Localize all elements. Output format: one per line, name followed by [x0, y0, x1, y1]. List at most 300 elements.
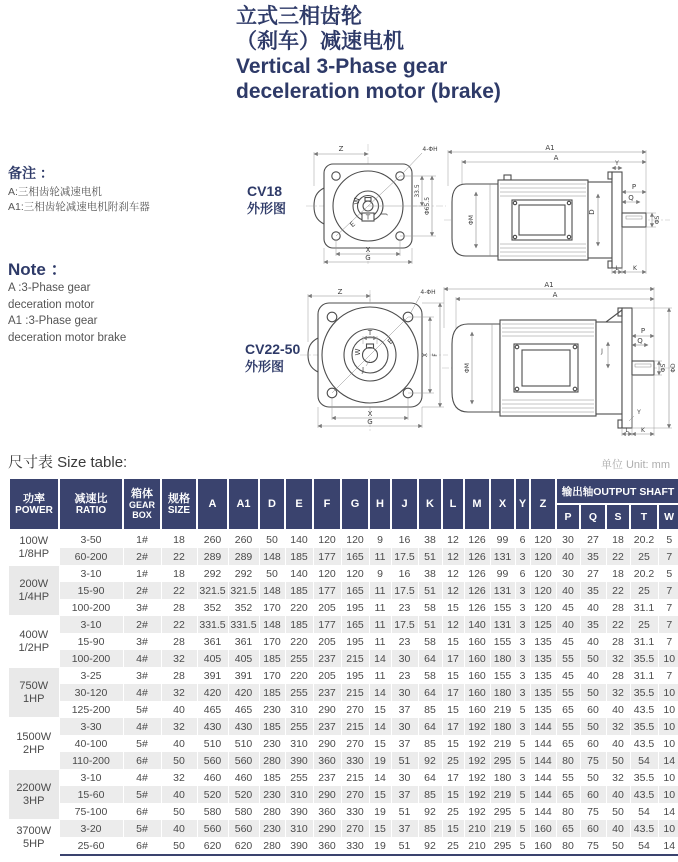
cv2250-dim-label-m: ΦM	[464, 363, 471, 373]
cell: 28	[161, 667, 197, 684]
col-header-a1: A1	[228, 478, 259, 530]
cell: 12	[442, 565, 464, 582]
cell: 3#	[123, 633, 161, 650]
cv2250-dim-label-a: A	[552, 291, 558, 299]
cell: 10	[658, 650, 678, 667]
power-cell: 1500W 2HP	[9, 718, 59, 769]
cell: 32	[161, 769, 197, 786]
cell: 11	[369, 616, 391, 633]
cell: 5	[515, 752, 530, 769]
cell: 14	[369, 769, 391, 786]
cell: 32	[161, 718, 197, 735]
col-header-y: Y	[515, 478, 530, 530]
cell: 40	[580, 633, 606, 650]
cell: 22	[161, 582, 197, 599]
cell: 51	[391, 837, 418, 855]
cell: 352	[197, 599, 228, 616]
cv2250-dim-label-w: W	[354, 348, 362, 356]
cv18-dim-label-33-5: 33.5	[414, 184, 421, 198]
cell: 192	[464, 786, 490, 803]
table-row	[9, 633, 678, 650]
cell: 3	[515, 599, 530, 616]
cell: 35	[580, 616, 606, 633]
cell: 10	[658, 820, 678, 837]
note-en-line-4: deceration motor brake	[8, 331, 127, 344]
cell: 170	[259, 667, 285, 684]
cell: 55	[556, 650, 580, 667]
cell: 4#	[123, 684, 161, 701]
cell: 237	[313, 650, 341, 667]
cv2250-dim-label-t: T	[367, 329, 373, 337]
cell: 131	[490, 616, 515, 633]
cell: 331.5	[228, 616, 259, 633]
cell: 35.5	[630, 718, 658, 735]
cell: 99	[490, 565, 515, 582]
cell: 19	[369, 803, 391, 820]
cell: 85	[418, 786, 442, 803]
cell: 144	[530, 718, 556, 735]
cell: 120	[341, 530, 369, 548]
cell: 40-100	[59, 735, 123, 752]
cell: 165	[341, 582, 369, 599]
cell: 18	[161, 530, 197, 548]
output-shaft-header: 输出轴OUTPUT SHAFT	[556, 478, 678, 504]
cell: 230	[259, 786, 285, 803]
cell: 51	[391, 803, 418, 820]
cell: 14	[658, 752, 678, 769]
cell: 290	[313, 786, 341, 803]
cell: 255	[285, 650, 313, 667]
cell: 50	[259, 565, 285, 582]
cell: 465	[228, 701, 259, 718]
cell: 22	[606, 548, 630, 565]
cell: 148	[259, 616, 285, 633]
cell: 165	[341, 548, 369, 565]
cell: 237	[313, 718, 341, 735]
cell: 391	[228, 667, 259, 684]
cell: 92	[418, 803, 442, 820]
cell: 58	[418, 599, 442, 616]
cv2250-dim-label-l: L	[625, 427, 629, 434]
cell: 5#	[123, 735, 161, 752]
cv18-type: 外形图	[247, 201, 287, 216]
cell: 140	[285, 530, 313, 548]
cell: 2#	[123, 616, 161, 633]
cell: 17	[442, 718, 464, 735]
col-header-h: H	[369, 478, 391, 530]
cell: 5	[515, 786, 530, 803]
cv18-dim-label-k: K	[633, 265, 637, 272]
cell: 15	[369, 820, 391, 837]
cell: 460	[197, 769, 228, 786]
cv18-dim-label-p: P	[631, 183, 637, 191]
cell: 330	[341, 803, 369, 820]
cell: 361	[197, 633, 228, 650]
cell: 43.5	[630, 820, 658, 837]
cell: 280	[259, 803, 285, 820]
cell: 170	[259, 599, 285, 616]
cell: 390	[285, 803, 313, 820]
cell: 7	[658, 616, 678, 633]
cell: 25	[630, 582, 658, 599]
cv2250-side-view-drawing	[438, 280, 678, 442]
cell: 120	[341, 565, 369, 582]
cell: 10	[658, 718, 678, 735]
cell: 11	[369, 582, 391, 599]
power-cell: 2200W 3HP	[9, 769, 59, 820]
table-row	[9, 599, 678, 616]
cell: 120	[530, 582, 556, 599]
cell: 80	[556, 752, 580, 769]
cell: 32	[161, 684, 197, 701]
cell: 60	[580, 820, 606, 837]
cv2250-dim-label-p: P	[640, 327, 646, 335]
cell: 144	[530, 786, 556, 803]
cell: 50	[161, 803, 197, 820]
col-header-shaft-w: W	[658, 504, 678, 530]
table-row	[9, 650, 678, 667]
cell: 25-60	[59, 837, 123, 855]
table-row	[9, 820, 678, 837]
cell: 205	[313, 633, 341, 650]
cell: 17.5	[391, 548, 418, 565]
cell: 30	[391, 684, 418, 701]
cell: 25	[630, 548, 658, 565]
cell: 5	[515, 701, 530, 718]
cell: 15	[369, 786, 391, 803]
cell: 331.5	[197, 616, 228, 633]
note-en-line-1: A :3-Phase gear	[8, 282, 91, 294]
cell: 290	[313, 820, 341, 837]
cell: 330	[341, 752, 369, 769]
cell: 43.5	[630, 735, 658, 752]
cell: 5#	[123, 701, 161, 718]
cell: 23	[391, 599, 418, 616]
cv18-dim-label-65-5: Φ65.5	[424, 196, 431, 216]
col-header-shaft-p: P	[556, 504, 580, 530]
cell: 17	[442, 684, 464, 701]
cell: 260	[197, 530, 228, 548]
cell: 177	[313, 582, 341, 599]
col-header-power	[9, 478, 59, 530]
cell: 50	[161, 752, 197, 769]
cell: 40	[606, 735, 630, 752]
cell: 20.2	[630, 530, 658, 548]
cell: 135	[530, 701, 556, 718]
cell: 15	[369, 701, 391, 718]
cell: 4#	[123, 650, 161, 667]
cell: 3	[515, 667, 530, 684]
cell: 9	[369, 565, 391, 582]
cell: 230	[259, 820, 285, 837]
cell: 460	[228, 769, 259, 786]
cell: 135	[530, 684, 556, 701]
cell: 15-90	[59, 633, 123, 650]
cell: 120	[530, 530, 556, 548]
col-header-j: J	[391, 478, 418, 530]
cell: 520	[228, 786, 259, 803]
cell: 580	[228, 803, 259, 820]
cell: 6	[515, 530, 530, 548]
cell: 140	[464, 616, 490, 633]
cell: 28	[606, 633, 630, 650]
cell: 220	[285, 633, 313, 650]
cell: 4#	[123, 718, 161, 735]
cell: 35	[580, 548, 606, 565]
cell: 6#	[123, 837, 161, 855]
cell: 28	[161, 599, 197, 616]
cell: 50	[606, 752, 630, 769]
cell: 295	[490, 803, 515, 820]
cell: 160	[464, 633, 490, 650]
cell: 7	[658, 582, 678, 599]
cell: 155	[490, 599, 515, 616]
cell: 10	[658, 701, 678, 718]
power-header-cn: 功率	[23, 492, 45, 505]
cell: 22	[606, 582, 630, 599]
cell: 219	[490, 735, 515, 752]
page-title	[236, 4, 501, 104]
cell: 5	[515, 820, 530, 837]
cell: 55	[556, 718, 580, 735]
cell: 23	[391, 667, 418, 684]
cv18-dim-label-holes: 4-ΦH	[422, 146, 438, 153]
cell: 215	[341, 684, 369, 701]
cell: 37	[391, 820, 418, 837]
col-header-shaft-t: T	[630, 504, 658, 530]
col-header-ratio	[59, 478, 123, 530]
table-row	[9, 667, 678, 684]
cv18-dim-label-a: A	[553, 154, 559, 162]
cell: 620	[197, 837, 228, 855]
cell: 92	[418, 752, 442, 769]
cell: 210	[464, 820, 490, 837]
cell: 50	[580, 769, 606, 786]
cell: 3-25	[59, 667, 123, 684]
cell: 28	[606, 667, 630, 684]
cell: 51	[418, 616, 442, 633]
cell: 15	[442, 735, 464, 752]
cell: 270	[341, 820, 369, 837]
cell: 50	[606, 837, 630, 855]
cell: 292	[228, 565, 259, 582]
cell: 7	[658, 633, 678, 650]
col-header-e: E	[285, 478, 313, 530]
cv2250-dim-label-q: Q	[637, 337, 643, 345]
cell: 14	[658, 803, 678, 820]
cell: 5	[515, 803, 530, 820]
cell: 192	[464, 735, 490, 752]
cv2250-dim-label-e: E	[386, 337, 395, 346]
cell: 35.5	[630, 684, 658, 701]
cell: 220	[285, 599, 313, 616]
cell: 180	[490, 718, 515, 735]
cell: 99	[490, 530, 515, 548]
cell: 17.5	[391, 616, 418, 633]
gearbox-header-en2: BOX	[132, 510, 152, 520]
cv2250-dim-label-x: X	[367, 410, 373, 418]
cell: 100-200	[59, 599, 123, 616]
cell: 60	[580, 786, 606, 803]
cell: 35.5	[630, 650, 658, 667]
cv2250-type: 外形图	[245, 359, 285, 374]
cell: 3	[515, 582, 530, 599]
cell: 40	[606, 820, 630, 837]
cell: 126	[464, 599, 490, 616]
cell: 3-50	[59, 530, 123, 548]
cell: 420	[228, 684, 259, 701]
cell: 295	[490, 752, 515, 769]
page-title-cn-1: 立式三相齿轮	[236, 5, 362, 28]
cell: 25	[442, 837, 464, 855]
cell: 289	[197, 548, 228, 565]
cell: 1#	[123, 565, 161, 582]
cell: 135	[530, 650, 556, 667]
cv2250-dim-label-a1: A1	[544, 281, 554, 289]
cell: 420	[197, 684, 228, 701]
cell: 430	[228, 718, 259, 735]
cell: 40	[161, 735, 197, 752]
cell: 192	[464, 752, 490, 769]
cell: 75	[580, 837, 606, 855]
cell: 177	[313, 548, 341, 565]
cell: 22	[606, 616, 630, 633]
cell: 43.5	[630, 786, 658, 803]
cell: 255	[285, 769, 313, 786]
cell: 7	[658, 599, 678, 616]
cell: 144	[530, 752, 556, 769]
col-header-l: L	[442, 478, 464, 530]
cell: 30	[556, 530, 580, 548]
cv18-dim-label-j: J	[380, 212, 388, 216]
header-row-1	[9, 478, 678, 504]
cv2250-dim-label-j: J	[601, 348, 603, 355]
cell: 155	[490, 633, 515, 650]
cell: 15	[442, 599, 464, 616]
cell: 390	[285, 837, 313, 855]
cell: 32	[606, 769, 630, 786]
cell: 64	[418, 684, 442, 701]
cell: 126	[464, 565, 490, 582]
note-heading-cn: 备注 ：	[8, 165, 54, 181]
cell: 38	[418, 565, 442, 582]
cell: 80	[556, 803, 580, 820]
cell: 126	[464, 548, 490, 565]
cell: 14	[369, 684, 391, 701]
page-title-en-1: Vertical 3-Phase gear	[236, 55, 448, 78]
cell: 310	[285, 820, 313, 837]
note-body-cn	[8, 185, 150, 215]
cell: 16	[391, 565, 418, 582]
cv2250-dim-label-g: G	[367, 418, 373, 426]
note-cn-line-2: A1:三相齿轮减速电机附刹车器	[8, 201, 150, 213]
cell: 10	[658, 769, 678, 786]
cv18-dim-label-q: Q	[628, 194, 634, 202]
cell: 3#	[123, 599, 161, 616]
cell: 155	[490, 667, 515, 684]
cell: 270	[341, 735, 369, 752]
cell: 40	[580, 667, 606, 684]
table-row	[9, 786, 678, 803]
cell: 219	[490, 701, 515, 718]
cv2250-dim-label-z: Z	[337, 288, 343, 296]
cell: 14	[658, 837, 678, 855]
cell: 321.5	[197, 582, 228, 599]
cell: 510	[197, 735, 228, 752]
cell: 31.1	[630, 667, 658, 684]
cell: 1#	[123, 530, 161, 548]
cell: 75	[580, 803, 606, 820]
size-table-title: 尺寸表 Size table:	[8, 454, 128, 471]
cell: 2#	[123, 548, 161, 565]
cell: 51	[418, 548, 442, 565]
cell: 220	[285, 667, 313, 684]
cell: 210	[464, 837, 490, 855]
cell: 16	[391, 530, 418, 548]
cell: 35.5	[630, 769, 658, 786]
cv18-dim-label-z: Z	[338, 145, 344, 153]
cell: 75	[580, 752, 606, 769]
col-header-d: D	[259, 478, 285, 530]
ratio-header-cn: 减速比	[74, 492, 108, 505]
cell: 3-30	[59, 718, 123, 735]
cell: 185	[259, 650, 285, 667]
cell: 135	[530, 633, 556, 650]
cell: 5	[515, 837, 530, 855]
cell: 260	[228, 530, 259, 548]
cell: 14	[369, 650, 391, 667]
table-row	[9, 735, 678, 752]
cell: 17	[442, 650, 464, 667]
table-row	[9, 701, 678, 718]
cell: 580	[197, 803, 228, 820]
cell: 32	[161, 650, 197, 667]
power-cell: 750W 1HP	[9, 667, 59, 718]
power-cell: 200W 1/4HP	[9, 565, 59, 616]
table-row	[9, 616, 678, 633]
cell: 65	[556, 786, 580, 803]
cv18-model: CV18	[247, 183, 283, 199]
col-header-f: F	[313, 478, 341, 530]
table-row	[9, 548, 678, 565]
cell: 60	[580, 735, 606, 752]
cell: 140	[285, 565, 313, 582]
cell: 92	[418, 837, 442, 855]
cell: 18	[606, 565, 630, 582]
cell: 219	[490, 786, 515, 803]
cell: 465	[197, 701, 228, 718]
cell: 45	[556, 667, 580, 684]
cell: 219	[490, 820, 515, 837]
cell: 60-200	[59, 548, 123, 565]
cell: 12	[442, 616, 464, 633]
cell: 195	[341, 599, 369, 616]
cell: 185	[285, 582, 313, 599]
cell: 22	[161, 548, 197, 565]
power-header-en: POWER	[15, 504, 53, 516]
cell: 40	[161, 701, 197, 718]
cell: 185	[259, 684, 285, 701]
cell: 28	[606, 599, 630, 616]
cell: 54	[630, 837, 658, 855]
cv2250-dim-label-dd: ΦD	[670, 363, 677, 373]
cell: 3	[515, 633, 530, 650]
cell: 37	[391, 735, 418, 752]
cell: 120	[530, 565, 556, 582]
cell: 3#	[123, 667, 161, 684]
cell: 85	[418, 735, 442, 752]
note-heading-en: Note ：	[8, 260, 68, 279]
